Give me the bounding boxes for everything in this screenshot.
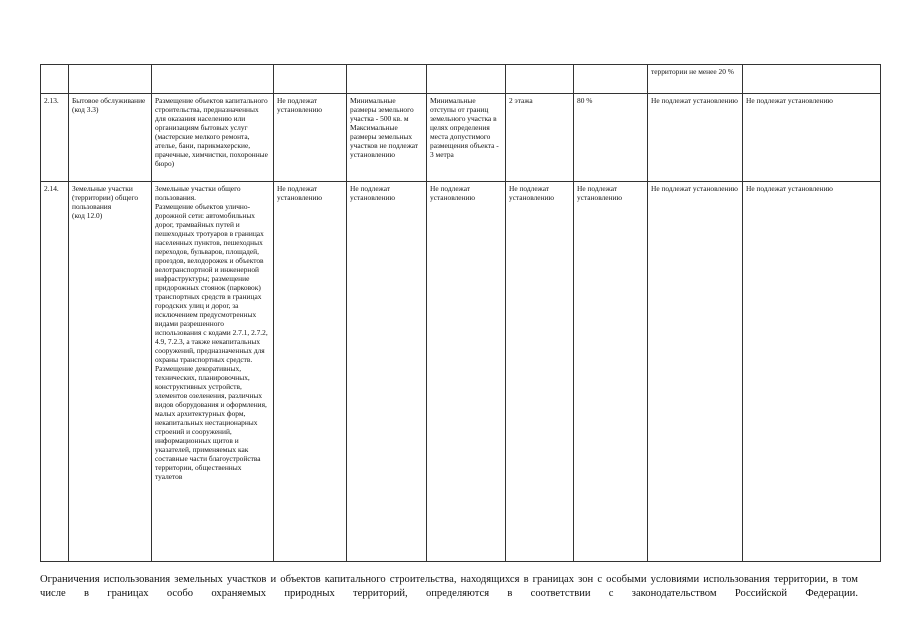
regulations-table — [40, 64, 881, 562]
cell-setbacks: Не подлежат установлению — [427, 182, 506, 562]
cell-coverage: 80 % — [574, 94, 648, 182]
table-row — [41, 182, 881, 562]
cell-num — [41, 65, 69, 94]
cell-floors: Не подлежат установлению — [506, 182, 574, 562]
cell-setbacks — [427, 65, 506, 94]
cell-num: 2.13. — [41, 94, 69, 182]
cell-size — [347, 65, 427, 94]
cell-other: Не подлежат установлению — [743, 94, 881, 182]
cell-num: 2.14. — [41, 182, 69, 562]
cell-area — [274, 65, 347, 94]
cell-floors: 2 этажа — [506, 94, 574, 182]
footer-note: Ограничения использования земельных участков и объектов капитального строительства, находящихся в границах зон с особыми условиями использования территории, в том числе в границах особо охраняемых природных территорий, определяются в соответствии с законодательством Российской Федерации. — [40, 574, 858, 599]
cell-setbacks: Минимальные отступы от границ земельного участка в целях определения места допустимого размещения объекта - 3 метра — [427, 94, 506, 182]
cell-size: Минимальные размеры земельного участка - 500 кв. м Максимальные размеры земельных участков не подлежат установлению — [347, 94, 427, 182]
table-row — [41, 94, 881, 182]
cell-name: Бытовое обслуживание (код 3.3) — [69, 94, 152, 182]
cell-description — [152, 65, 274, 94]
cell-coverage: Не подлежат установлению — [574, 182, 648, 562]
cell-landscaping: Не подлежат установлению — [648, 182, 743, 562]
cell-description: Размещение объектов капитального строительства, предназначенных для оказания населению или организациям бытовых услуг (мастерские мелкого ремонта, ателье, бани, парикмахерские, прачечные, химчистки, похоронные бюро) — [152, 94, 274, 182]
cell-name: Земельные участки (территории) общего пользования (код 12.0) — [69, 182, 152, 562]
cell-other — [743, 65, 881, 94]
cell-coverage — [574, 65, 648, 94]
cell-floors — [506, 65, 574, 94]
cell-other: Не подлежат установлению — [743, 182, 881, 562]
cell-area: Не подлежат установлению — [274, 94, 347, 182]
table-row — [41, 65, 881, 94]
cell-landscaping: территории не менее 20 % — [648, 65, 743, 94]
cell-name — [69, 65, 152, 94]
cell-area: Не подлежат установлению — [274, 182, 347, 562]
cell-description: Земельные участки общего пользования. Размещение объектов улично-дорожной сети: автомобильных дорог, трамвайных путей и пешеходных тротуаров в границах населенных пунктов, пешеходных переходов, бульваров, площадей, проездов, велодорожек и объектов велотранспортной и инженерной инфраструктуры; размещение придорожных стоянок (парковок) транспортных средств в границах городских улиц и дорог, за исключением предусмотренных видами разрешенного использования с кодами 2.7.1, 2.7.2, 4.9, 7.2.3, а также некапитальных сооружений, предназначенных для охраны транспортных средств. Размещение декоративных, технических, планировочных, конструктивных устройств, элементов озеленения, различных видов оборудования и оформления, малых архитектурных форм, некапитальных нестационарных строений и сооружений, информационных щитов и указателей, применяемых как составные части благоустройства территории, общественных туалетов — [152, 182, 274, 562]
cell-landscaping: Не подлежат установлению — [648, 94, 743, 182]
cell-size: Не подлежат установлению — [347, 182, 427, 562]
